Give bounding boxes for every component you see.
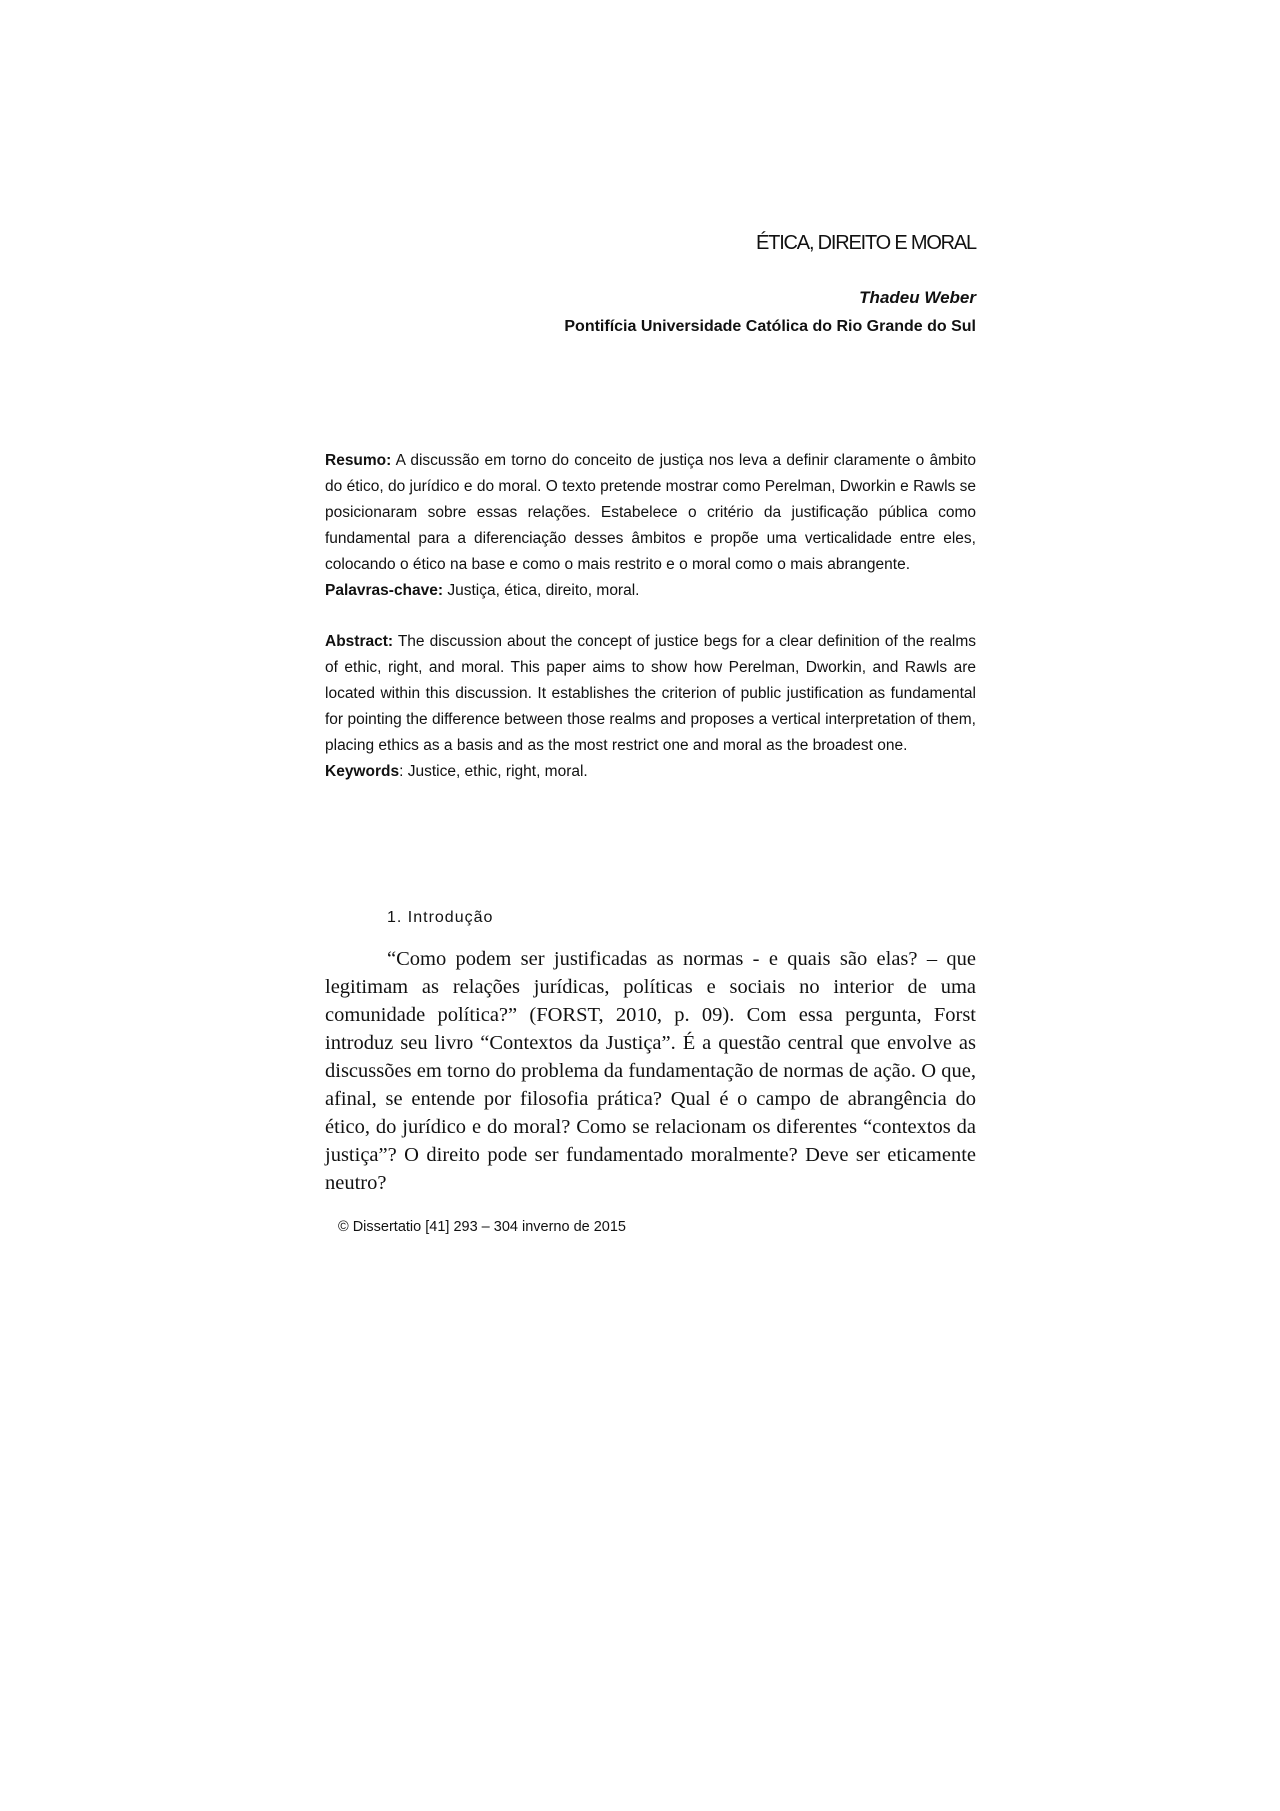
keywords-text: : Justice, ethic, right, moral. — [399, 763, 588, 780]
resumo-paragraph — [325, 448, 976, 578]
palavras-chave-text: Justiça, ética, direito, moral. — [443, 582, 640, 599]
journal-citation-footer: © Dissertatio [41] 293 – 304 inverno de 2015 — [338, 1219, 626, 1235]
section-heading-introducao: 1. Introdução — [387, 909, 494, 926]
palavras-chave-line — [325, 578, 976, 604]
keywords-line — [325, 759, 976, 785]
abstract-label: Abstract: — [325, 633, 394, 650]
abstract-section — [325, 629, 976, 785]
palavras-chave-label: Palavras-chave: — [325, 582, 444, 599]
introduction-body — [325, 945, 976, 1197]
author-name: Thadeu Weber — [859, 288, 976, 307]
article-title: ÉTICA, DIREITO E MORAL — [756, 232, 976, 254]
introduction-paragraph: “Como podem ser justificadas as normas - e quais são elas? – que legitimam as relações jurídicas, políticas e sociais no interior de uma comunidade política?” (FORST, 2010, p. 09). Com essa pergunta, Forst introduz seu livro “Contextos da Justiça”. É a questão central que envolve as discussões em torno do problema da fundamentação de normas de ação. O que, afinal, se entende por filosofia prática? Qual é o campo de abrangência do ético, do jurídico e do moral? Como se relacionam os diferentes “contextos da justiça”? O direito pode ser fundamentado moralmente? Deve ser eticamente neutro? — [325, 948, 976, 1194]
abstract-text: The discussion about the concept of justice begs for a clear definition of the realms of ethic, right, and moral. This paper aims to show how Perelman, Dworkin, and Rawls are located within this discussion. It establishes the criterion of public justification as fundamental for pointing the difference between those realms and proposes a vertical interpretation of them, placing ethics as a basis and as the most restrict one and moral as the broadest one. — [325, 633, 976, 754]
keywords-label: Keywords — [325, 763, 400, 780]
author-affiliation: Pontifícia Universidade Católica do Rio Grande do Sul — [564, 318, 976, 335]
abstract-paragraph — [325, 629, 976, 759]
resumo-label: Resumo: — [325, 452, 392, 469]
resumo-text: A discussão em torno do conceito de justiça nos leva a definir claramente o âmbito do ético, do jurídico e do moral. O texto pretende mostrar como Perelman, Dworkin e Rawls se posicionaram sobre essas relações. Estabelece o critério da justificação pública como fundamental para a diferenciação desses âmbitos e propõe uma verticalidade entre eles, colocando o ético na base e como o mais restrito e o moral como o mais abrangente. — [325, 452, 976, 573]
resumo-section — [325, 448, 976, 604]
